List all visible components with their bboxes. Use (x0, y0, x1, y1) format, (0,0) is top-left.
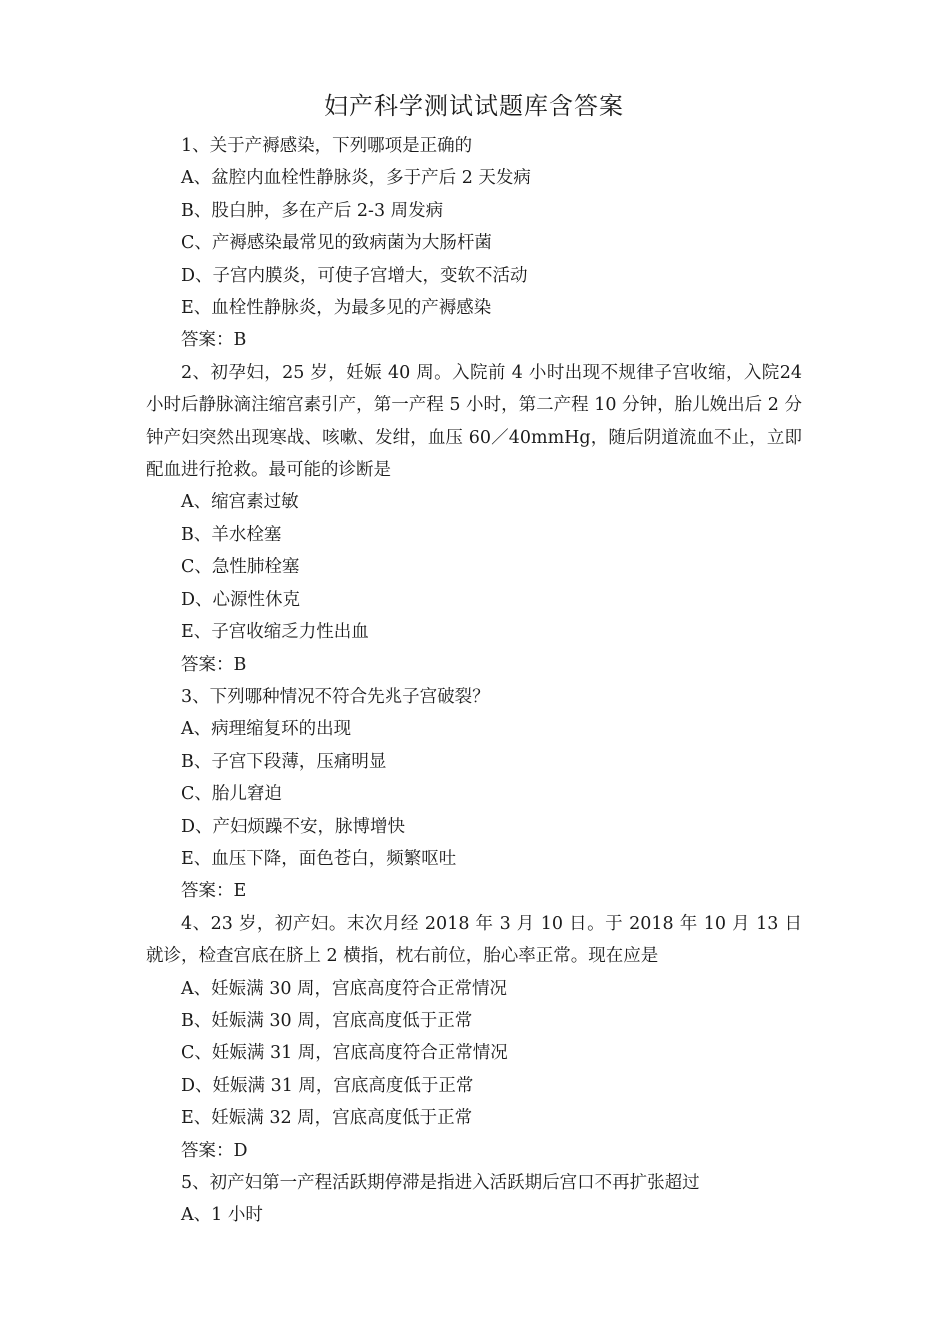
option-e: E、血栓性静脉炎，为最多见的产褥感染 (181, 298, 492, 319)
option-e: E、妊娠满 32 周，宫底高度低于正常 (181, 1108, 473, 1129)
option-c: C、妊娠满 31 周，宫底高度符合正常情况 (181, 1043, 508, 1064)
option-d: D、产妇烦躁不安，脉博增快 (181, 816, 406, 837)
answer: 答案：B (181, 654, 247, 675)
question-stem: 1、关于产褥感染，下列哪项是正确的 (181, 136, 473, 156)
option-b: B、子宫下段薄，压痛明显 (181, 751, 387, 772)
option-b: B、羊水栓塞 (181, 524, 282, 545)
question-5 (146, 1167, 802, 1232)
option-c: C、产褥感染最常见的致病菌为大肠杆菌 (181, 233, 492, 254)
question-1 (146, 130, 802, 357)
option-a: A、1 小时 (181, 1205, 263, 1226)
option-c: C、急性肺栓塞 (181, 557, 300, 578)
question-stem: 2、初孕妇，25 岁，妊娠 40 周。入院前 4 小时出现不规律子宫收缩，入院24 小时后静脉滴注缩宫素引产，第一产程 5 小时，第二产程 10 分钟，胎儿娩出后 2 分钟产妇突然出现寒战、咳嗽、发绀，血压 60／40mmHg，随后阴道流血不止，立即配血进行抢救。最可能的诊断是 (146, 362, 802, 481)
option-d: D、子宫内膜炎，可使子宫增大，变软不活动 (181, 265, 528, 286)
option-e: E、血压下降，面色苍白，频繁呕吐 (181, 848, 457, 869)
option-c: C、胎儿窘迫 (181, 784, 282, 805)
question-4 (146, 908, 802, 1167)
question-stem: 5、初产妇第一产程活跃期停滞是指进入活跃期后宫口不再扩张超过 (181, 1173, 700, 1193)
option-d: D、心源性休克 (181, 589, 301, 610)
answer: 答案：E (181, 881, 247, 902)
option-d: D、妊娠满 31 周，宫底高度低于正常 (181, 1075, 474, 1096)
option-e: E、子宫收缩乏力性出血 (181, 622, 369, 643)
option-b: B、妊娠满 30 周，宫底高度低于正常 (181, 1010, 473, 1031)
question-stem: 4、23 岁，初产妇。末次月经 2018 年 3 月 10 日。于 2018 年 10 月 13 日就诊，检查宫底在脐上 2 横指，枕右前位，胎心率正常。现在应是 (146, 913, 802, 967)
question-stem: 3、下列哪种情况不符合先兆子宫破裂？ (181, 686, 490, 707)
option-b: B、股白肿，多在产后 2-3 周发病 (181, 200, 444, 221)
answer: 答案：D (181, 1140, 248, 1161)
question-2 (146, 357, 802, 681)
option-a: A、妊娠满 30 周，宫底高度符合正常情况 (181, 978, 508, 999)
option-a: A、盆腔内血栓性静脉炎，多于产后 2 天发病 (181, 168, 531, 189)
answer: 答案：B (181, 330, 247, 351)
option-a: A、病理缩复环的出现 (181, 719, 352, 740)
document-title: 妇产科学测试试题库含答案 (324, 92, 624, 120)
question-3 (146, 681, 802, 908)
option-a: A、缩宫素过敏 (181, 492, 299, 513)
